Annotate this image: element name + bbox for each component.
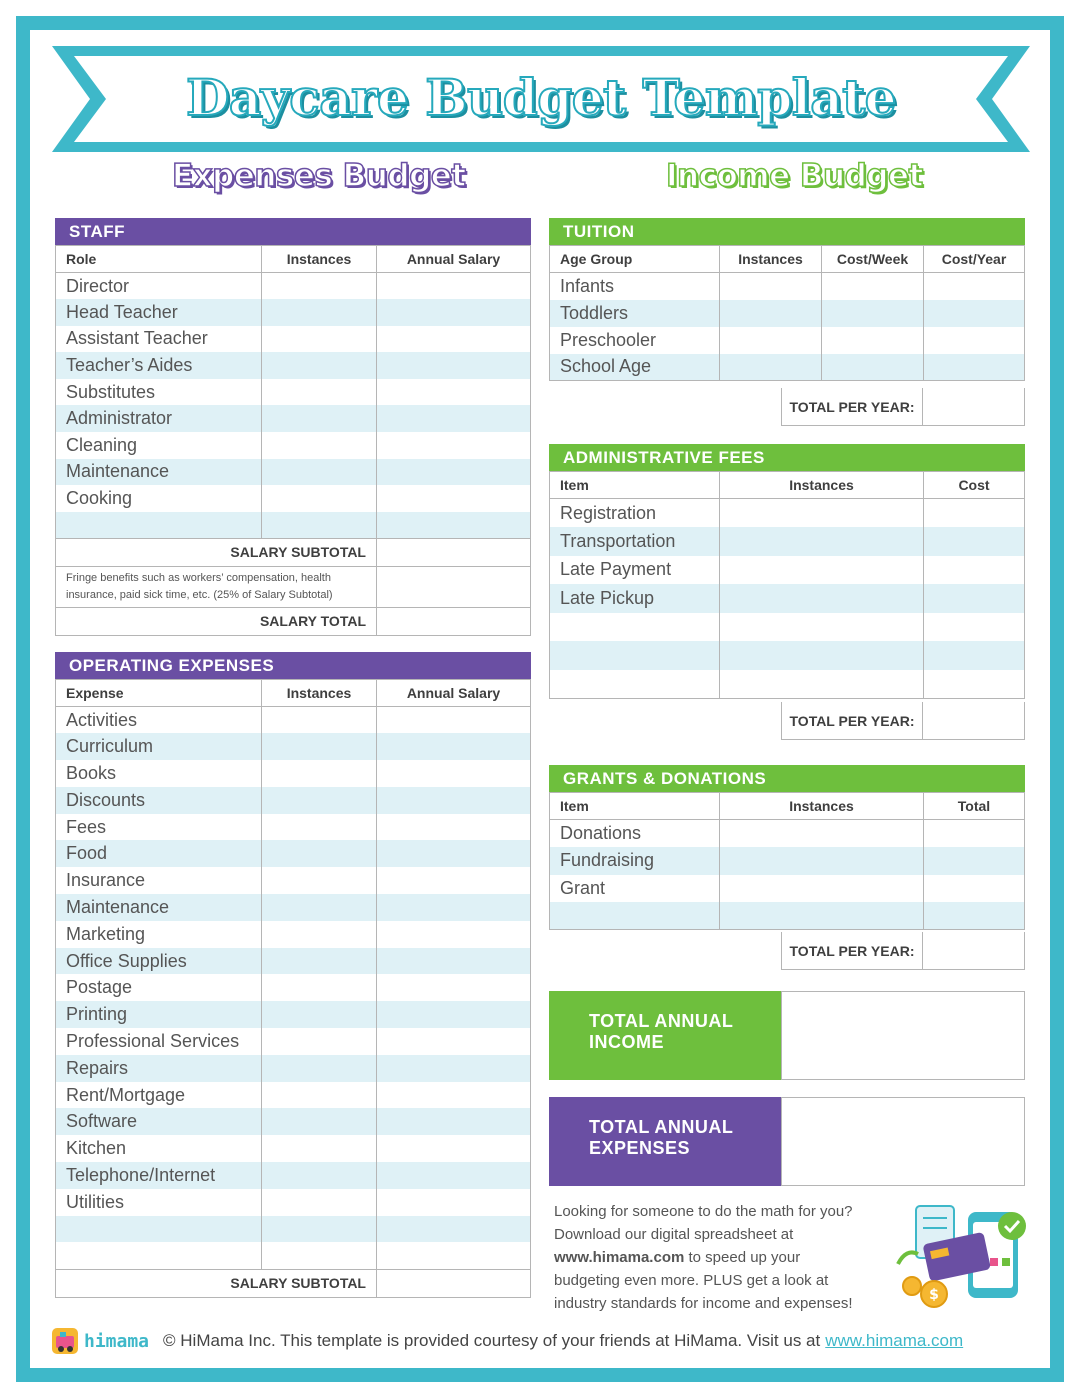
grants-table (549, 792, 1025, 930)
row-label: Donations (550, 820, 720, 848)
entry-cell[interactable] (262, 405, 377, 432)
table-row (56, 814, 531, 841)
table-row (56, 485, 531, 512)
row-label (56, 512, 262, 539)
entry-cell[interactable] (262, 707, 377, 734)
entry-cell[interactable] (377, 733, 531, 760)
operating-table (55, 679, 531, 1298)
promo-line: industry standards for income and expenses! (554, 1295, 853, 1312)
entry-cell[interactable] (924, 670, 1025, 699)
entry-cell[interactable] (262, 1242, 377, 1269)
table-row (56, 299, 531, 326)
table-row (550, 556, 1025, 585)
entry-cell[interactable] (262, 352, 377, 379)
row-label: Maintenance (56, 459, 262, 486)
row-label: Administrator (56, 405, 262, 432)
entry-cell[interactable] (262, 273, 377, 300)
table-row (550, 820, 1025, 848)
operating-subtotal-label: SALARY SUBTOTAL (56, 1269, 377, 1297)
entry-cell[interactable] (720, 847, 924, 875)
row-label: Utilities (56, 1189, 262, 1216)
entry-cell[interactable] (924, 641, 1025, 670)
total-expenses-field[interactable] (781, 1097, 1025, 1186)
entry-cell[interactable] (377, 352, 531, 379)
table-row (56, 1242, 531, 1269)
col-instances: Instances (720, 246, 822, 273)
entry-cell[interactable] (377, 921, 531, 948)
table-row (56, 867, 531, 894)
table-row (56, 787, 531, 814)
entry-cell[interactable] (720, 273, 822, 300)
entry-cell[interactable] (720, 902, 924, 930)
table-row (56, 379, 531, 406)
entry-cell[interactable] (720, 327, 822, 354)
entry-cell[interactable] (924, 354, 1025, 381)
entry-cell[interactable] (262, 840, 377, 867)
table-row (56, 1108, 531, 1135)
table-row (56, 948, 531, 975)
footer (52, 1326, 1036, 1356)
table-row (56, 1189, 531, 1216)
entry-cell[interactable] (924, 327, 1025, 354)
tuition-total-label: TOTAL PER YEAR: (781, 388, 923, 426)
col-role: Role (56, 246, 262, 273)
entry-cell[interactable] (377, 432, 531, 459)
table-row (550, 327, 1025, 354)
table-row (56, 326, 531, 353)
admin-total-field[interactable] (923, 702, 1025, 740)
entry-cell[interactable] (262, 299, 377, 326)
staff-table (55, 245, 531, 636)
row-label: Director (56, 273, 262, 300)
row-label: Rent/Mortgage (56, 1082, 262, 1109)
operating-header: OPERATING EXPENSES (55, 652, 531, 679)
entry-cell[interactable] (262, 379, 377, 406)
row-label: Toddlers (550, 300, 720, 327)
grants-total-field[interactable] (923, 932, 1025, 970)
table-row (550, 300, 1025, 327)
table-row (550, 641, 1025, 670)
row-label: Cleaning (56, 432, 262, 459)
row-label: Grant (550, 875, 720, 903)
fringe-note: Fringe benefits such as workers’ compensation, health insurance, paid sick time, etc. (25% of Salary Subtotal) (56, 566, 377, 607)
row-label: Teacher’s Aides (56, 352, 262, 379)
entry-cell[interactable] (262, 948, 377, 975)
col-instances: Instances (720, 793, 924, 820)
entry-cell[interactable] (377, 1055, 531, 1082)
entry-cell[interactable] (262, 432, 377, 459)
table-row (56, 1135, 531, 1162)
entry-cell[interactable] (262, 760, 377, 787)
row-label: Food (56, 840, 262, 867)
table-row (56, 760, 531, 787)
row-label: Repairs (56, 1055, 262, 1082)
tuition-total-field[interactable] (923, 388, 1025, 426)
operating-section (55, 652, 531, 1298)
table-row (56, 974, 531, 1001)
col-annual-salary: Annual Salary (377, 246, 531, 273)
table-row (550, 902, 1025, 930)
entry-cell[interactable] (377, 1001, 531, 1028)
table-row (56, 405, 531, 432)
row-label (550, 613, 720, 642)
row-label: Preschooler (550, 327, 720, 354)
total-income-label (549, 991, 781, 1080)
table-row (550, 584, 1025, 613)
finance-illustration-icon (896, 1198, 1031, 1310)
total-expenses-line1: TOTAL ANNUAL (589, 1117, 734, 1137)
entry-cell[interactable] (262, 1055, 377, 1082)
entry-cell[interactable] (262, 974, 377, 1001)
salary-subtotal-label: SALARY SUBTOTAL (56, 538, 377, 566)
entry-cell[interactable] (924, 527, 1025, 556)
salary-subtotal-field[interactable] (377, 538, 531, 566)
entry-cell[interactable] (262, 814, 377, 841)
table-row (56, 921, 531, 948)
entry-cell[interactable] (262, 1082, 377, 1109)
entry-cell[interactable] (262, 1216, 377, 1243)
entry-cell[interactable] (377, 1242, 531, 1269)
total-income-line1: TOTAL ANNUAL (589, 1011, 734, 1031)
table-row (56, 1082, 531, 1109)
footer-link[interactable]: www.himama.com (825, 1331, 964, 1350)
table-row (56, 512, 531, 539)
entry-cell[interactable] (924, 613, 1025, 642)
entry-cell[interactable] (720, 527, 924, 556)
entry-cell[interactable] (377, 405, 531, 432)
entry-cell[interactable] (377, 485, 531, 512)
row-label (56, 1242, 262, 1269)
promo-text (554, 1200, 884, 1315)
entry-cell[interactable] (377, 814, 531, 841)
table-row (56, 733, 531, 760)
row-label: Curriculum (56, 733, 262, 760)
row-label: Late Payment (550, 556, 720, 585)
staff-section (55, 218, 531, 636)
entry-cell[interactable] (377, 840, 531, 867)
entry-cell[interactable] (377, 948, 531, 975)
salary-total-field[interactable] (377, 607, 531, 635)
row-label: Assistant Teacher (56, 326, 262, 353)
admin-total-label: TOTAL PER YEAR: (781, 702, 923, 740)
salary-total-label: SALARY TOTAL (56, 607, 377, 635)
total-income-line2: INCOME (589, 1032, 664, 1052)
col-age-group: Age Group (550, 246, 720, 273)
row-label: Fundraising (550, 847, 720, 875)
row-label: Professional Services (56, 1028, 262, 1055)
entry-cell[interactable] (822, 327, 924, 354)
row-label (56, 1216, 262, 1243)
brand-name: himama (84, 1330, 150, 1352)
row-label: Insurance (56, 867, 262, 894)
row-label: Telephone/Internet (56, 1162, 262, 1189)
tuition-total (781, 388, 1025, 426)
col-expense: Expense (56, 680, 262, 707)
col-total: Total (924, 793, 1025, 820)
entry-cell[interactable] (924, 584, 1025, 613)
operating-subtotal-field[interactable] (377, 1269, 531, 1297)
entry-cell[interactable] (262, 1028, 377, 1055)
entry-cell[interactable] (924, 847, 1025, 875)
entry-cell[interactable] (822, 300, 924, 327)
row-label: Printing (56, 1001, 262, 1028)
table-row (550, 670, 1025, 699)
entry-cell[interactable] (377, 787, 531, 814)
col-item: Item (550, 472, 720, 499)
entry-cell[interactable] (720, 875, 924, 903)
svg-text:$: $ (929, 1287, 939, 1303)
table-row (56, 1001, 531, 1028)
entry-cell[interactable] (262, 512, 377, 539)
row-label: Software (56, 1108, 262, 1135)
entry-cell[interactable] (720, 613, 924, 642)
entry-cell[interactable] (262, 921, 377, 948)
entry-cell[interactable] (924, 300, 1025, 327)
row-label: Cooking (56, 485, 262, 512)
entry-cell[interactable] (720, 641, 924, 670)
admin-fees-total (781, 702, 1025, 740)
table-row (56, 352, 531, 379)
table-row (550, 847, 1025, 875)
entry-cell[interactable] (720, 300, 822, 327)
fringe-field[interactable] (377, 566, 531, 607)
entry-cell[interactable] (262, 485, 377, 512)
staff-header: STAFF (55, 218, 531, 245)
total-annual-income (549, 991, 1025, 1080)
table-row (550, 273, 1025, 300)
entry-cell[interactable] (720, 354, 822, 381)
entry-cell[interactable] (720, 584, 924, 613)
row-label: Head Teacher (56, 299, 262, 326)
row-label: Marketing (56, 921, 262, 948)
col-cost: Cost (924, 472, 1025, 499)
table-row (56, 1055, 531, 1082)
promo-line: Looking for someone to do the math for you? (554, 1203, 853, 1220)
row-label: Office Supplies (56, 948, 262, 975)
col-annual-salary: Annual Salary (377, 680, 531, 707)
table-row (56, 432, 531, 459)
entry-cell[interactable] (262, 894, 377, 921)
entry-cell[interactable] (924, 902, 1025, 930)
entry-cell[interactable] (720, 820, 924, 848)
entry-cell[interactable] (720, 670, 924, 699)
entry-cell[interactable] (377, 1216, 531, 1243)
total-expenses-label (549, 1097, 781, 1186)
tuition-section (549, 218, 1025, 381)
table-row (56, 1028, 531, 1055)
row-label (550, 641, 720, 670)
row-label: Activities (56, 707, 262, 734)
entry-cell[interactable] (262, 1189, 377, 1216)
entry-cell[interactable] (377, 512, 531, 539)
row-label: Late Pickup (550, 584, 720, 613)
entry-cell[interactable] (262, 1001, 377, 1028)
col-cost-year: Cost/Year (924, 246, 1025, 273)
entry-cell[interactable] (822, 354, 924, 381)
col-instances: Instances (262, 246, 377, 273)
row-label: Fees (56, 814, 262, 841)
row-label: Discounts (56, 787, 262, 814)
footer-text: © HiMama Inc. This template is provided courtesy of your friends at HiMama. Visit us at (163, 1331, 821, 1350)
table-row (56, 840, 531, 867)
entry-cell[interactable] (822, 273, 924, 300)
entry-cell[interactable] (262, 733, 377, 760)
row-label: Transportation (550, 527, 720, 556)
row-label (550, 902, 720, 930)
entry-cell[interactable] (262, 326, 377, 353)
entry-cell[interactable] (377, 459, 531, 486)
entry-cell[interactable] (262, 787, 377, 814)
entry-cell[interactable] (377, 273, 531, 300)
entry-cell[interactable] (924, 499, 1025, 528)
tuition-table (549, 245, 1025, 381)
entry-cell[interactable] (377, 760, 531, 787)
col-cost-week: Cost/Week (822, 246, 924, 273)
promo-line: to speed up your (688, 1249, 801, 1266)
expenses-title: Expenses Budget (172, 158, 466, 194)
entry-cell[interactable] (377, 1028, 531, 1055)
col-item: Item (550, 793, 720, 820)
table-row (56, 1162, 531, 1189)
entry-cell[interactable] (377, 1082, 531, 1109)
table-row (550, 354, 1025, 381)
grants-header: GRANTS & DONATIONS (549, 765, 1025, 792)
page-title: Daycare Budget Template (185, 68, 896, 127)
entry-cell[interactable] (377, 1162, 531, 1189)
row-label: Kitchen (56, 1135, 262, 1162)
entry-cell[interactable] (262, 867, 377, 894)
entry-cell[interactable] (377, 1135, 531, 1162)
row-label (550, 670, 720, 699)
income-title: Income Budget (666, 158, 923, 194)
entry-cell[interactable] (262, 1135, 377, 1162)
row-label: Infants (550, 273, 720, 300)
entry-cell[interactable] (720, 556, 924, 585)
promo-line: budgeting even more. PLUS get a look at (554, 1272, 829, 1289)
entry-cell[interactable] (262, 1108, 377, 1135)
row-label: Registration (550, 499, 720, 528)
admin-fees-header: ADMINISTRATIVE FEES (549, 444, 1025, 471)
col-instances: Instances (262, 680, 377, 707)
entry-cell[interactable] (924, 820, 1025, 848)
tuition-header: TUITION (549, 218, 1025, 245)
total-annual-expenses (549, 1097, 1025, 1186)
table-row (56, 894, 531, 921)
entry-cell[interactable] (262, 1162, 377, 1189)
col-instances: Instances (720, 472, 924, 499)
entry-cell[interactable] (924, 875, 1025, 903)
table-row (550, 527, 1025, 556)
row-label: Substitutes (56, 379, 262, 406)
table-row (56, 707, 531, 734)
table-row (56, 459, 531, 486)
entry-cell[interactable] (377, 1189, 531, 1216)
entry-cell[interactable] (377, 974, 531, 1001)
entry-cell[interactable] (377, 326, 531, 353)
table-row (550, 613, 1025, 642)
row-label: Postage (56, 974, 262, 1001)
grants-total (781, 932, 1025, 970)
entry-cell[interactable] (377, 867, 531, 894)
entry-cell[interactable] (924, 273, 1025, 300)
himama-logo-icon (52, 1328, 78, 1354)
grants-total-label: TOTAL PER YEAR: (781, 932, 923, 970)
entry-cell[interactable] (924, 556, 1025, 585)
table-row (550, 499, 1025, 528)
table-row (550, 875, 1025, 903)
table-row (56, 273, 531, 300)
total-expenses-line2: EXPENSES (589, 1138, 691, 1158)
entry-cell[interactable] (377, 894, 531, 921)
entry-cell[interactable] (377, 1108, 531, 1135)
entry-cell[interactable] (377, 379, 531, 406)
entry-cell[interactable] (377, 707, 531, 734)
row-label: School Age (550, 354, 720, 381)
entry-cell[interactable] (262, 459, 377, 486)
entry-cell[interactable] (377, 299, 531, 326)
row-label: Books (56, 760, 262, 787)
grants-section (549, 765, 1025, 930)
promo-link[interactable]: www.himama.com (554, 1249, 685, 1266)
admin-fees-table (549, 471, 1025, 699)
total-income-field[interactable] (781, 991, 1025, 1080)
table-row (56, 1216, 531, 1243)
row-label: Maintenance (56, 894, 262, 921)
promo-line: Download our digital spreadsheet at (554, 1226, 794, 1243)
admin-fees-section (549, 444, 1025, 699)
entry-cell[interactable] (720, 499, 924, 528)
